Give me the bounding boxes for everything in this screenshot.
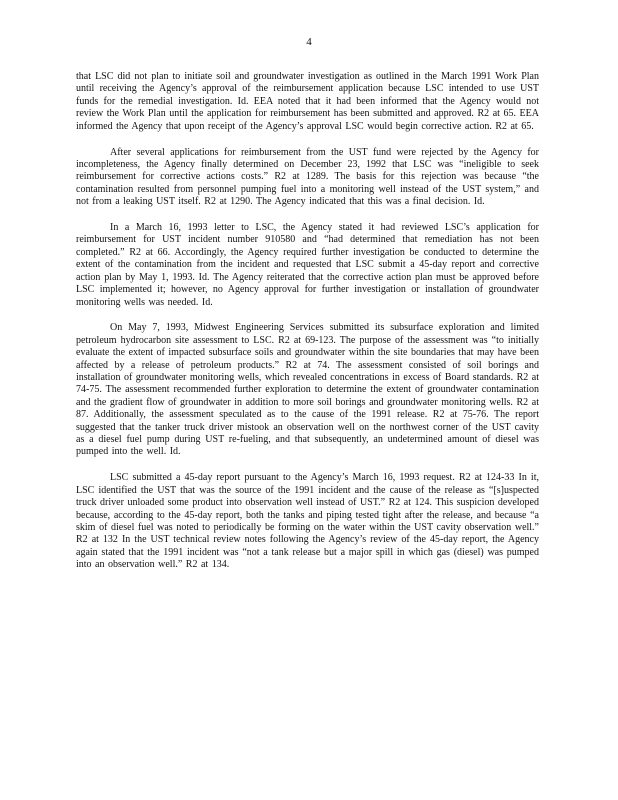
body-text <box>76 71 539 585</box>
paragraph-site-assessment: On May 7, 1993, Midwest Engineering Services submitted its subsurface exploration and limited petroleum hydrocarbon site assessment to LSC. R2 at 69-123. The purpose of the assessment was “to initially evaluate the extent of impacted subsurface soils and groundwater within the site boundaries that may have been affected by a release of petroleum products.” R2 at 74. The assessment consisted of soil borings and installation of groundwater monitoring wells, which revealed concentrations in excess of Board standards. R2 at 74-75. The assessment recommended further exploration to determine the extent of groundwater contamination and the gradient flow of groundwater in addition to more soil borings and groundwater monitoring wells. R2 at 87. Additionally, the assessment speculated as to the cause of the 1991 release. R2 at 75-76. The report suggested that the tanker truck driver mistook an observation well on the northwest corner of the UST cavity as a diesel fuel pump during UST re-fueling, and that subsequently, an undetermined amount of diesel was pumped into the well. Id. <box>76 322 539 458</box>
paragraph-march-1993-letter: In a March 16, 1993 letter to LSC, the Agency stated it had reviewed LSC’s application for reimbursement for UST incident number 910580 and “had determined that remediation has not been completed.” R2 at 66. Accordingly, the Agency required further investigation be conducted to determine the extent of the contamination from the incident and requested that LSC submit a 45-day report and corrective action plan by May 1, 1993. Id. The Agency reiterated that the corrective action plan must be approved before LSC implemented it; however, no Agency approval for further investigation or installation of groundwater monitoring wells was needed. Id. <box>76 222 539 308</box>
paragraph-reimbursement-rejection: After several applications for reimbursement from the UST fund were rejected by the Agency for incompleteness, the Agency finally determined on December 23, 1992 that LSC was “ineligible to seek reimbursement for corrective actions costs.” R2 at 1289. The basis for this rejection was because “the contamination resulted from personnel pumping fuel into a monitoring well instead of the UST system,” and not from a leaking UST itself. R2 at 1290. The Agency indicated that this was a final decision. Id. <box>76 146 539 208</box>
page-number: 4 <box>306 36 312 48</box>
paragraph-continuation: that LSC did not plan to initiate soil and groundwater investigation as outlined in the March 1991 Work Plan until receiving the Agency’s approval of the reimbursement application because LSC intended to use UST funds for the remedial investigation. Id. EEA noted that it had been informed that the Agency would not review the Work Plan until the application for reimbursement has been submitted and approved. R2 at 65. EEA informed the Agency that upon receipt of the Agency’s approval LSC would begin corrective action. R2 at 65. <box>76 71 539 132</box>
paragraph-45-day-report: LSC submitted a 45-day report pursuant to the Agency’s March 16, 1993 request. R2 at 124-33 In it, LSC identified the UST that was the source of the 1991 incident and the cause of the release as “[s]uspected truck driver unloaded some product into observation well instead of UST.” R2 at 124. This suspicion developed because, according to the 45-day report, both the tanks and piping tested tight after the release, and because “a skim of diesel fuel was noted to periodically be forming on the water within the UST cavity observation well.” R2 at 132 In the UST technical review notes following the Agency’s review of the 45-day report, the Agency again stated that the 1991 incident was “not a tank release but a major spill in which gas (diesel) was pumped into an observation well.” R2 at 134. <box>76 472 539 571</box>
